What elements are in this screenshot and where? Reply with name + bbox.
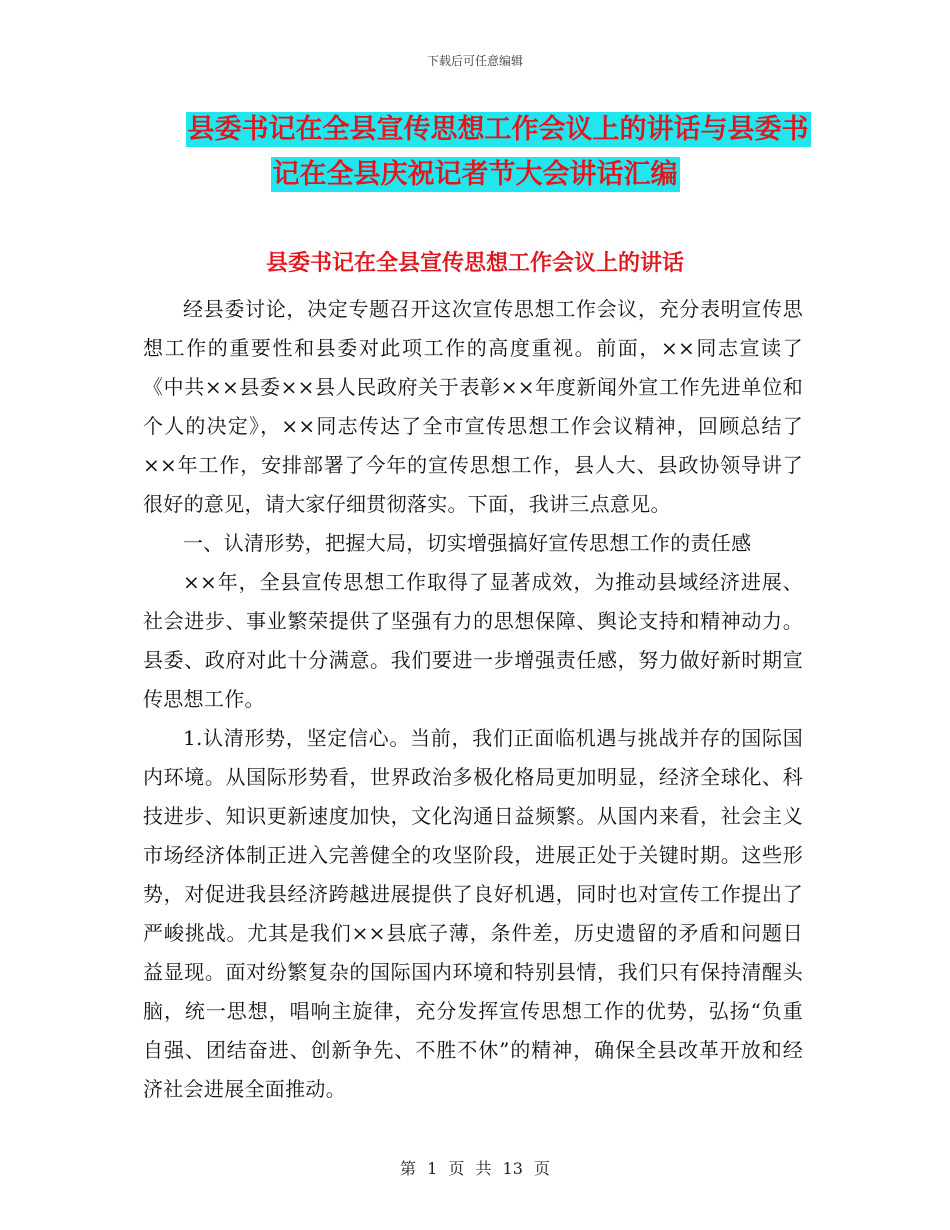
title-highlight-2: 记在全县庆祝记者节大会讲话汇编 [272, 159, 678, 190]
document-title-line-2 [0, 150, 950, 200]
header-note: 下载后可任意编辑 [426, 54, 523, 68]
page-footer: 第 1 页 共 13 页 [400, 1159, 550, 1178]
paragraph-point-1: 1.认清形势，坚定信心。当前，我们正面临机遇与挑战并存的国际国内环境。从国际形势看，世界政治多极化格局更加明显，经济全球化、科技进步、知识更新速度加快，文化沟通日益频繁。从国内来看，社会主义市场经济体制正进入完善健全的攻坚阶段，进展正处于关键时期。这些形势，对促进我县经济跨越进展提供了良好机遇，同时也对宣传工作提出了严峻挑战。尤其是我们××县底子薄，条件差，历史遗留的矛盾和问题日益显现。面对纷繁复杂的国际国内环境和特别县情，我们只有保持清醒头脑，统一思想，唱响主旋律，充分发挥宣传思想工作的优势，弘扬“负重自强、团结奋进、创新争先、不胜不休”的精神，确保全县改革开放和经济社会进展全面推动。 [143, 726, 803, 1101]
section-title: 县委书记在全县宣传思想工作会议上的讲话 [265, 251, 684, 276]
paragraph-heading: 一、认清形势，把握大局，切实增强搞好宣传思想工作的责任感 [183, 531, 752, 555]
document-title-line-1 [0, 105, 950, 155]
paragraph-summary: ××年，全县宣传思想工作取得了显著成效，为推动县域经济进展、社会进步、事业繁荣提供了坚强有力的思想保障、舆论支持和精神动力。县委、政府对此十分满意。我们要进一步增强责任感，努力做好新时期宣传思想工作。 [143, 570, 803, 711]
document-body [143, 290, 803, 1109]
paragraph-intro: 经县委讨论，决定专题召开这次宣传思想工作会议，充分表明宣传思想工作的重要性和县委对此项工作的高度重视。前面，××同志宣读了《中共××县委××县人民政府关于表彰××年度新闻外宣工作先进单位和个人的决定》，××同志传达了全市宣传思想工作会议精神，回顾总结了××年工作，安排部署了今年的宣传思想工作，县人大、县政协领导讲了很好的意见，请大家仔细贯彻落实。下面，我讲三点意见。 [143, 297, 803, 516]
title-highlight-1: 县委书记在全县宣传思想工作会议上的讲话与县委书 [187, 114, 809, 145]
